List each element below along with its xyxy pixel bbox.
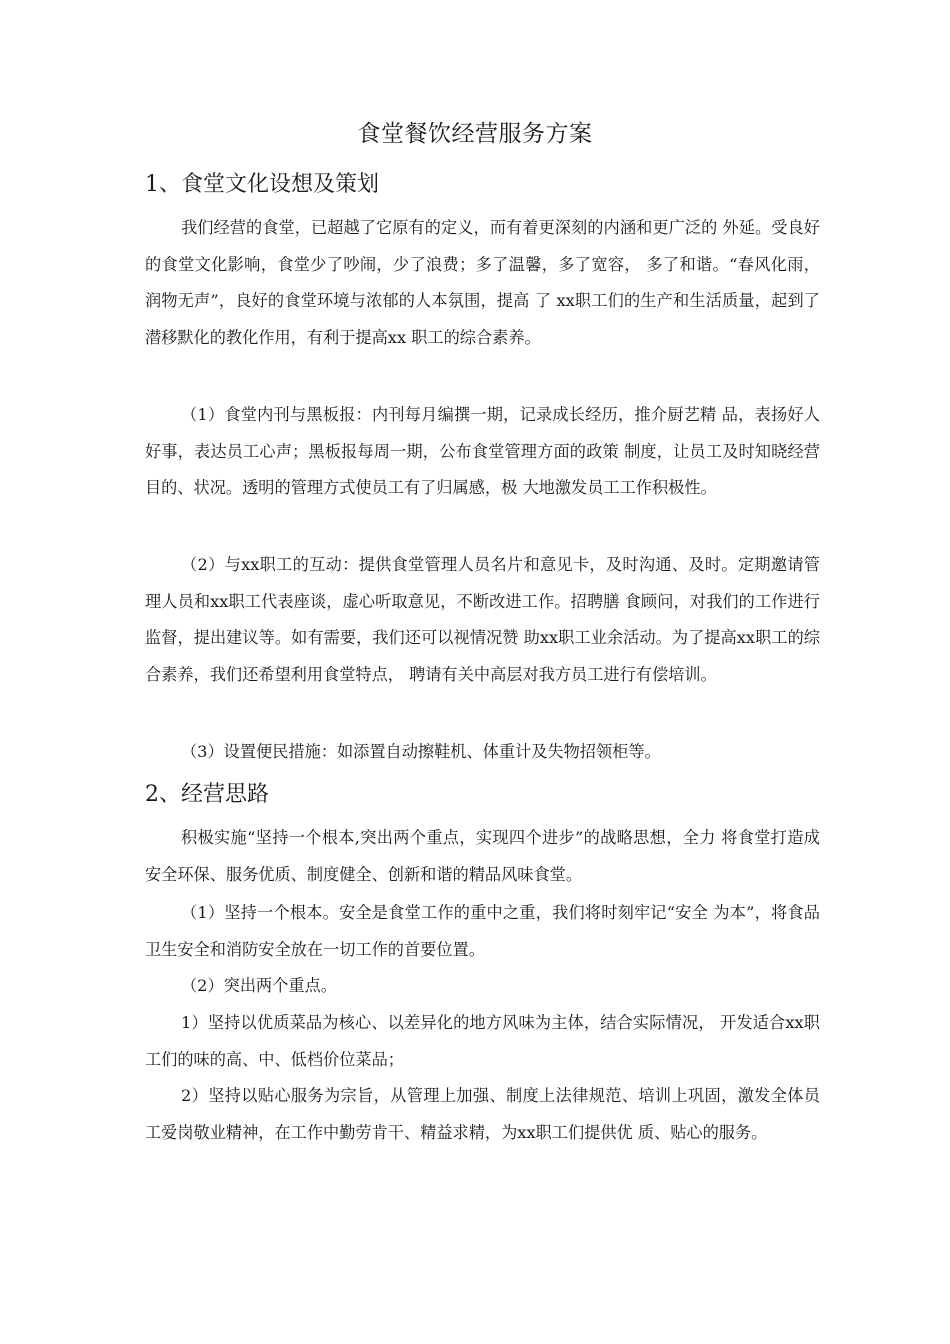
section-2-paragraph-1: 积极实施“坚持一个根本,突出两个重点，实现四个进步”的战略思想，全力 将食堂打造成安全环保、服务优质、制度健全、创新和谐的精品风味食堂。 [145,828,820,884]
section-2-paragraph-4: 1）坚持以优质菜品为核心、以差异化的地方风味为主体，结合实际情况， 开发适合xx职工们的味的高、中、低档价位菜品； [145,1013,820,1069]
document-title: 食堂餐饮经营服务方案 [357,121,593,147]
section-1-paragraph-4: （3）设置便民措施：如添置自动擦鞋机、体重计及失物招领柜等。 [181,742,661,761]
section-1-paragraph-2: （1）食堂内刊与黑板报：内刊每月编撰一期，记录成长经历，推介厨艺精 品，表扬好人好事，表达员工心声；黑板报每周一期，公布食堂管理方面的政策 制度，让员工及时知晓经营目的、状况。透明的管理方式使员工有了归属感，极 大地激发员工工作积极性。 [145,405,820,497]
section-2-paragraph-5: 2）坚持以贴心服务为宗旨，从管理上加强、制度上法律规范、培训上巩固，激发全体员工爱岗敬业精神，在工作中勤劳肯干、精益求精，为xx职工们提供优 质、贴心的服务。 [145,1086,820,1142]
section-2-paragraph-3: （2）突出两个重点。 [181,976,337,995]
section-1-paragraph-1: 我们经营的食堂，已超越了它原有的定义，而有着更深刻的内涵和更广泛的 外延。受良好的食堂文化影响，食堂少了吵闹，少了浪费；多了温馨，多了宽容， 多了和谐。“春风化雨，润物无声”，良好的食堂环境与浓郁的人本氛围，提高 了 xx职工们的生产和生活质量，起到了潜移默化的教化作用，有利于提高xx 职工的综合素养。 [145,218,820,347]
section-1-paragraph-3: （2）与xx职工的互动：提供食堂管理人员名片和意见卡，及时沟通、及时。定期邀请管理人员和xx职工代表座谈，虚心听取意见，不断改进工作。招聘膳 食顾问，对我们的工作进行监督，提出建议等。如有需要，我们还可以视情况赞 助xx职工业余活动。为了提高xx职工的综合素养，我们还希望利用食堂特点， 聘请有关中高层对我方员工进行有偿培训。 [145,555,820,684]
section-2-paragraph-2: （1）坚持一个根本。安全是食堂工作的重中之重，我们将时刻牢记“安全 为本”，将食品卫生安全和消防安全放在一切工作的首要位置。 [145,903,820,959]
section-1-heading: 1、食堂文化设想及策划 [145,172,379,197]
section-2-heading: 2、经营思路 [145,782,269,807]
